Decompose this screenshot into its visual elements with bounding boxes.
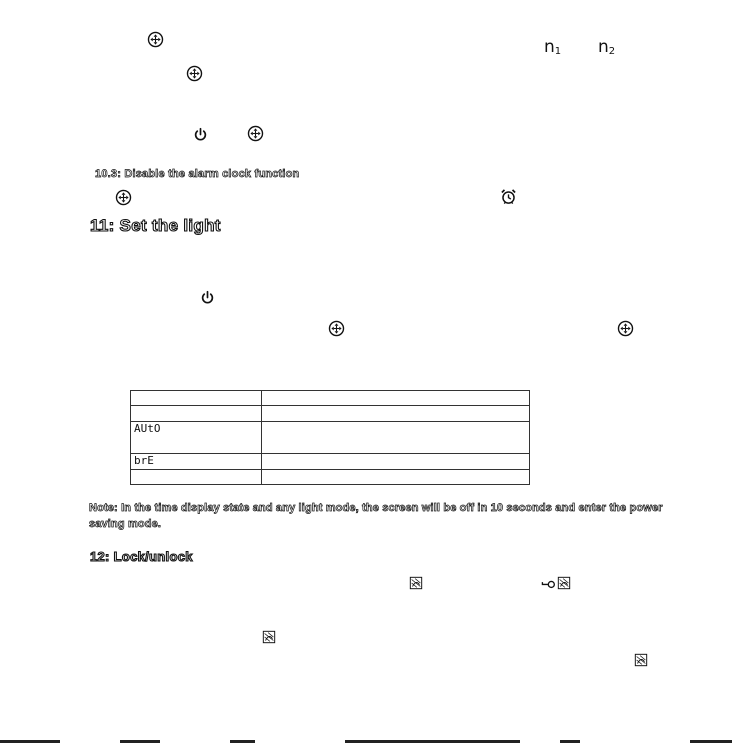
table-cell [262, 469, 530, 484]
alarm-option-1 [544, 37, 560, 57]
table-cell [131, 406, 262, 421]
navigation-pad-icon [617, 320, 634, 337]
section-10-3-heading: 10.3: Disable the alarm clock function [95, 168, 300, 180]
section-12-heading: 12: Lock/unlock [90, 549, 193, 564]
navigation-pad-icon [115, 189, 132, 206]
lock-icon [262, 630, 276, 644]
lock-icon [634, 653, 648, 667]
table-row [131, 421, 530, 454]
section-11-heading: 11: Set the light [90, 216, 221, 235]
alarm-option-1-index: 1 [554, 46, 561, 57]
table-cell: AUtO [131, 421, 262, 454]
alarm-option-1-label: n [544, 37, 554, 57]
power-icon [200, 290, 215, 305]
lock-icon [557, 576, 571, 590]
table-row [131, 391, 530, 406]
page-bottom-edge [0, 738, 732, 744]
table-cell [262, 406, 530, 421]
table-cell [131, 391, 262, 406]
navigation-pad-icon [328, 320, 345, 337]
navigation-pad-icon [186, 65, 203, 82]
table-row [131, 406, 530, 421]
power-icon [193, 127, 208, 142]
key-icon [541, 576, 556, 591]
alarm-option-2-index: 2 [608, 46, 615, 57]
navigation-pad-icon [247, 125, 264, 142]
navigation-pad-icon [147, 31, 164, 48]
table-cell [131, 469, 262, 484]
table-row [131, 454, 530, 469]
power-saving-note: Note: In the time display state and any light mode, the screen will be off in 10 seconds and enter the power saving mode. [89, 502, 663, 530]
table-cell [262, 391, 530, 406]
table-row [131, 469, 530, 484]
alarm-option-2-label: n [598, 37, 608, 57]
alarm-option-2 [598, 37, 614, 57]
alarm-clock-icon [500, 188, 517, 205]
lock-icon [409, 576, 423, 590]
table-cell [262, 421, 530, 454]
table-cell: brE [131, 454, 262, 469]
light-mode-table [130, 390, 530, 485]
table-cell [262, 454, 530, 469]
